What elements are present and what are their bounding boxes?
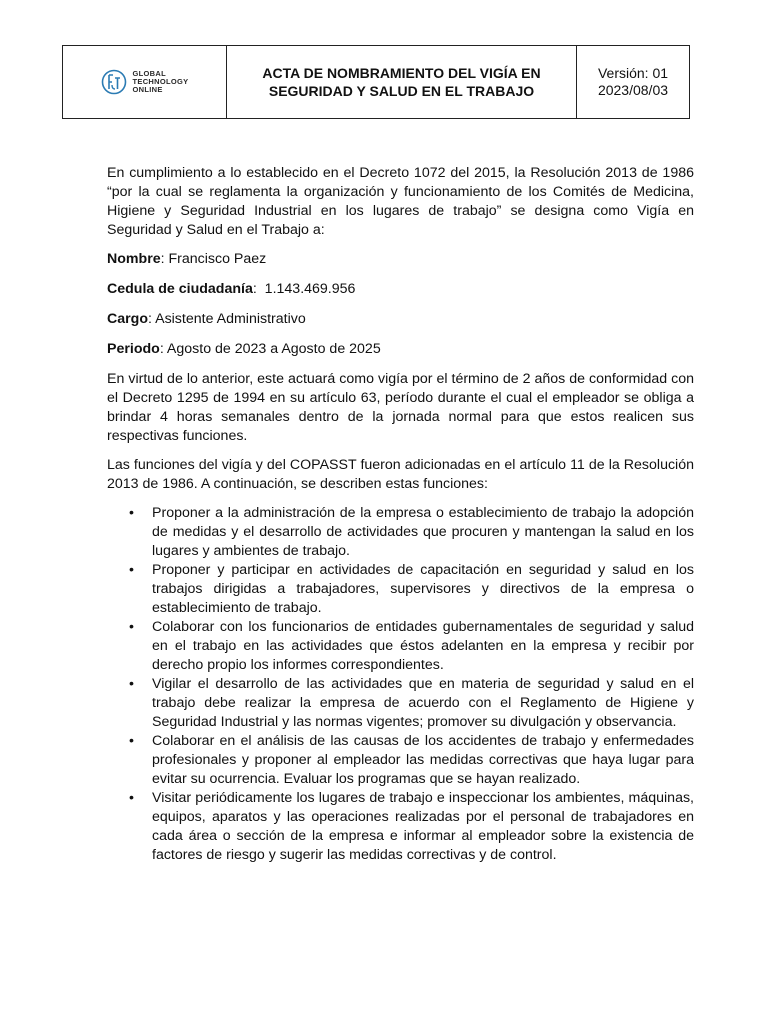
functions-intro-paragraph: Las funciones del vigía y del COPASST fueron adicionadas en el artículo 11 de la Resolución 2013 de 1986. A continuación, se describen estas funciones: xyxy=(107,457,694,492)
intro-paragraph: En cumplimiento a lo establecido en el Decreto 1072 del 2015, la Resolución 2013 de 1986 “por la cual se reglamenta la organización y funcionamiento de los Comités de Medicina, Higiene y Seguridad Industrial en los lugares de trabajo” se designa como Vigía en Seguridad y Salud en el Trabajo a: xyxy=(107,165,694,238)
field-value: : Agosto de 2023 a Agosto de 2025 xyxy=(159,341,381,357)
field-cargo xyxy=(107,310,694,329)
list-item: • Colaborar en el análisis de las causas de los accidentes de trabajo y enfermedades profesionales y proponer al empleador las medidas correctivas que haya lugar para evitar su ocurrencia. Evaluar los programas que se hayan realizado. xyxy=(107,732,694,789)
title-line-1: ACTA DE NOMBRAMIENTO DEL VIGÍA EN xyxy=(262,65,541,81)
title-line-2: SEGURIDAD Y SALUD EN EL TRABAJO xyxy=(268,83,535,99)
logo-line-2: TECHNOLOGY xyxy=(132,77,189,86)
document-header xyxy=(62,45,690,119)
field-label: Nombre xyxy=(107,251,161,267)
functions-list xyxy=(107,504,694,865)
field-nombre xyxy=(107,250,694,269)
field-periodo xyxy=(107,340,694,359)
term-paragraph: En virtud de lo anterior, este actuará como vigía por el término de 2 años de conformidad con el Decreto 1295 de 1994 en su artículo 63, período durante el cual el empleador se obliga a brindar 4 horas semanales dentro de la jornada normal para que estos realicen sus respectivas funciones. xyxy=(107,371,694,444)
field-label: Cedula de ciudadanía xyxy=(107,281,253,297)
logo-wordmark xyxy=(133,70,189,94)
version-date: 2023/08/03 xyxy=(597,82,669,98)
list-item: • Proponer a la administración de la empresa o establecimiento de trabajo la adopción de medidas y el desarrollo de actividades que procuren y mantengan la salud en los lugares y ambientes de trabajo. xyxy=(107,504,694,561)
document-title xyxy=(227,46,577,118)
field-cedula xyxy=(107,280,694,299)
field-value: : Asistente Administrativo xyxy=(148,311,306,327)
logo-line-1: GLOBAL xyxy=(132,69,166,78)
field-label: Cargo xyxy=(107,311,148,327)
field-value: : Francisco Paez xyxy=(160,251,267,267)
globe-logo-icon xyxy=(101,69,127,95)
version-label: Versión: 01 xyxy=(597,65,669,81)
list-item: • Vigilar el desarrollo de las actividades que en materia de seguridad y salud en el trabajo debe realizar la empresa de acuerdo con el Reglamento de Higiene y Seguridad Industrial y las normas vigentes; promover su divulgación y observancia. xyxy=(107,675,694,732)
field-label: Periodo xyxy=(107,341,160,357)
field-value: : 1.143.469.956 xyxy=(252,281,356,297)
list-item: • Visitar periódicamente los lugares de trabajo e inspeccionar los ambientes, máquinas, equipos, aparatos y las operaciones realizadas por el personal de trabajadores en cada área o sección de la empresa e informar al empleador sobre la existencia de factores de riesgo y sugerir las medidas correctivas y de control. xyxy=(107,789,694,865)
list-item: • Proponer y participar en actividades de capacitación en seguridad y salud en los trabajos dirigidas a trabajadores, supervisores y directivos de la empresa o establecimiento de trabajo. xyxy=(107,561,694,618)
version-block xyxy=(577,46,689,118)
logo-line-3: ONLINE xyxy=(132,85,163,94)
company-logo xyxy=(63,46,227,118)
document-body xyxy=(107,164,694,865)
list-item: • Colaborar con los funcionarios de entidades gubernamentales de seguridad y salud en el trabajo en las actividades que éstos adelanten en la empresa y recibir por derecho propio los informes correspondientes. xyxy=(107,618,694,675)
